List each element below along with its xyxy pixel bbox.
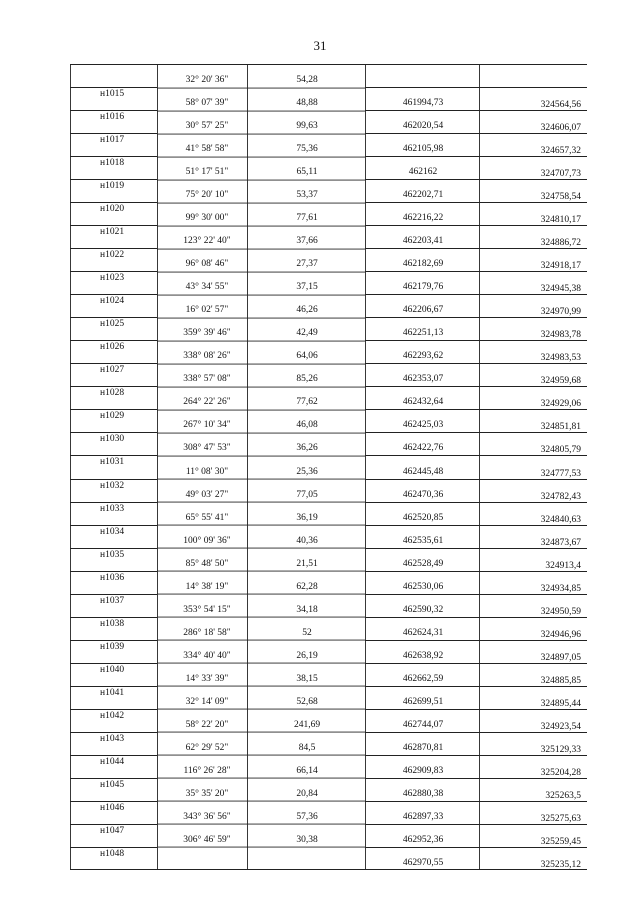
angle-value: 16° 02' 57" xyxy=(185,305,229,316)
angle-value: 99° 30' 00" xyxy=(185,213,229,224)
angle-value: 75° 20' 10" xyxy=(185,190,229,201)
angle-value: 123° 22' 40" xyxy=(183,236,231,247)
distance-value: 42,49 xyxy=(296,328,318,339)
distance-value: 37,15 xyxy=(296,282,318,293)
x-coordinate: 462425,03 xyxy=(402,420,444,431)
distance-value: 84,5 xyxy=(298,742,316,753)
point-label: н1023 xyxy=(100,273,125,284)
x-coordinate: 462699,51 xyxy=(402,696,444,707)
y-coordinate: 324707,73 xyxy=(540,169,581,180)
point-label: н1032 xyxy=(100,480,125,491)
angle-value: 14° 38' 19" xyxy=(185,581,229,592)
distance-value: 241,69 xyxy=(293,719,321,730)
x-coordinate: 462909,83 xyxy=(402,765,444,776)
point-label: н1034 xyxy=(100,526,125,537)
point-label: н1022 xyxy=(100,250,125,261)
angle-value: 96° 08' 46" xyxy=(185,259,229,270)
y-coordinate: 324918,17 xyxy=(540,261,581,272)
x-coordinate: 462530,06 xyxy=(402,581,444,592)
x-coordinate: 462590,32 xyxy=(402,604,444,615)
x-coordinate: 462880,38 xyxy=(402,788,444,799)
point-label: н1043 xyxy=(100,733,125,744)
x-coordinate: 462662,59 xyxy=(402,673,444,684)
x-coordinate: 462202,71 xyxy=(402,190,444,201)
point-label: н1039 xyxy=(100,641,125,652)
y-coordinate: 325235,12 xyxy=(540,860,581,870)
point-label: н1048 xyxy=(100,848,125,859)
y-coordinate: 324897,05 xyxy=(540,652,581,663)
point-label: н1024 xyxy=(100,296,125,307)
point-label: н1026 xyxy=(100,342,125,353)
point-label: н1036 xyxy=(100,572,125,583)
y-coordinate: 324923,54 xyxy=(540,721,581,732)
y-coordinate: 324606,07 xyxy=(540,123,581,134)
x-coordinate: 462422,76 xyxy=(402,443,444,454)
x-coordinate: 462179,76 xyxy=(402,282,444,293)
angle-value: 116° 26' 28" xyxy=(183,765,231,776)
point-label: н1046 xyxy=(100,802,125,813)
y-coordinate: 325263,5 xyxy=(545,790,581,801)
angle-value: 41° 58' 58" xyxy=(185,144,229,155)
point-label: н1020 xyxy=(100,204,125,215)
distance-value: 54,28 xyxy=(296,75,318,86)
x-coordinate: 462470,36 xyxy=(402,489,444,500)
page-number: 31 xyxy=(313,38,327,53)
distance-value: 36,26 xyxy=(296,443,318,454)
distance-value: 30,38 xyxy=(296,834,318,845)
angle-value: 100° 09' 36" xyxy=(183,535,231,546)
y-coordinate: 324777,53 xyxy=(540,468,581,479)
distance-value: 34,18 xyxy=(296,604,318,615)
x-coordinate: 462251,13 xyxy=(402,328,444,339)
distance-value: 25,36 xyxy=(296,466,318,477)
point-label: н1021 xyxy=(100,227,125,238)
point-label: н1037 xyxy=(100,595,125,606)
angle-value: 85° 48' 50" xyxy=(185,558,229,569)
point-label: н1016 xyxy=(100,112,125,123)
point-label: н1019 xyxy=(100,181,125,192)
y-coordinate: 324886,72 xyxy=(540,238,581,249)
point-label: н1047 xyxy=(100,825,125,836)
angle-value: 58° 07' 39" xyxy=(185,98,229,109)
distance-value: 53,37 xyxy=(296,190,318,201)
angle-value: 43° 34' 55" xyxy=(185,282,229,293)
distance-value: 75,36 xyxy=(296,144,318,155)
distance-value: 46,08 xyxy=(296,420,318,431)
x-coordinate: 462353,07 xyxy=(402,374,444,385)
y-coordinate: 324929,06 xyxy=(540,399,581,410)
angle-value: 306° 46' 59" xyxy=(183,834,231,845)
distance-value: 37,66 xyxy=(296,236,318,247)
x-coordinate: 462162 xyxy=(408,167,438,178)
y-coordinate: 325129,33 xyxy=(540,744,581,755)
distance-value: 26,19 xyxy=(296,650,318,661)
distance-value: 36,19 xyxy=(296,512,318,523)
angle-value: 359° 39' 46" xyxy=(183,328,231,339)
angle-value: 334° 40' 40" xyxy=(183,650,231,661)
y-coordinate: 324950,59 xyxy=(540,606,581,617)
point-label: н1029 xyxy=(100,411,125,422)
y-coordinate: 324805,79 xyxy=(540,445,581,456)
point-label: н1028 xyxy=(100,388,125,399)
y-coordinate: 324885,85 xyxy=(540,675,581,686)
y-coordinate: 324895,44 xyxy=(540,698,581,709)
x-coordinate: 462535,61 xyxy=(402,535,444,546)
x-coordinate: 462624,31 xyxy=(402,627,444,638)
angle-value: 11° 08' 30" xyxy=(185,466,229,477)
angle-value: 343° 36' 56" xyxy=(183,811,231,822)
y-coordinate: 325259,45 xyxy=(540,836,581,847)
y-coordinate: 325275,63 xyxy=(540,813,581,824)
y-coordinate: 324657,32 xyxy=(540,146,581,157)
angle-value: 338° 08' 26" xyxy=(183,351,231,362)
point-label: н1042 xyxy=(100,710,125,721)
x-coordinate: 462952,36 xyxy=(402,834,444,845)
point-label: н1045 xyxy=(100,779,125,790)
point-label: н1044 xyxy=(100,756,125,767)
distance-value: 52 xyxy=(302,627,312,638)
point-label: н1030 xyxy=(100,434,125,445)
point-label: н1015 xyxy=(100,89,125,100)
distance-value: 77,05 xyxy=(296,489,318,500)
x-coordinate: 462870,81 xyxy=(402,742,444,753)
point-label: н1035 xyxy=(100,549,125,560)
point-label: н1033 xyxy=(100,503,125,514)
y-coordinate: 324851,81 xyxy=(540,422,581,433)
point-label: н1038 xyxy=(100,618,125,629)
x-coordinate: 462897,33 xyxy=(402,811,444,822)
y-coordinate: 324934,85 xyxy=(540,583,581,594)
y-coordinate: 324946,96 xyxy=(540,629,581,640)
angle-value: 62° 29' 52" xyxy=(185,742,229,753)
distance-value: 40,36 xyxy=(296,535,318,546)
distance-value: 52,68 xyxy=(296,696,318,707)
angle-value: 65° 55' 41" xyxy=(185,512,229,523)
distance-value: 64,06 xyxy=(296,351,318,362)
x-coordinate: 462744,07 xyxy=(402,719,444,730)
point-label: н1031 xyxy=(100,457,125,468)
x-coordinate: 462105,98 xyxy=(402,144,444,155)
distance-value: 65,11 xyxy=(296,167,318,178)
distance-value: 27,37 xyxy=(296,259,318,270)
distance-value: 20,84 xyxy=(296,788,318,799)
x-coordinate: 462520,85 xyxy=(402,512,444,523)
y-coordinate: 324970,99 xyxy=(540,307,581,318)
y-coordinate: 324564,56 xyxy=(540,100,581,111)
angle-value: 308° 47' 53" xyxy=(183,443,231,454)
angle-value: 338° 57' 08" xyxy=(183,374,231,385)
x-coordinate: 462528,49 xyxy=(402,558,444,569)
distance-value: 77,62 xyxy=(296,397,318,408)
y-coordinate: 324873,67 xyxy=(540,537,581,548)
distance-value: 48,88 xyxy=(296,98,318,109)
angle-value: 35° 35' 20" xyxy=(185,788,229,799)
point-label: н1040 xyxy=(100,664,125,675)
x-coordinate: 461994,73 xyxy=(402,98,444,109)
distance-value: 66,14 xyxy=(296,765,318,776)
x-coordinate: 462206,67 xyxy=(402,305,444,316)
x-coordinate: 462638,92 xyxy=(402,650,444,661)
distance-value: 57,36 xyxy=(296,811,318,822)
angle-value: 32° 20' 36" xyxy=(185,75,229,86)
y-coordinate: 324945,38 xyxy=(540,284,581,295)
angle-value: 286° 18' 58" xyxy=(183,627,231,638)
point-label: н1027 xyxy=(100,365,125,376)
x-coordinate: 462203,41 xyxy=(402,236,444,247)
y-coordinate: 324913,4 xyxy=(545,560,581,571)
y-coordinate: 324782,43 xyxy=(540,491,581,502)
angle-value: 14° 33' 39" xyxy=(185,673,229,684)
angle-value: 264° 22' 26" xyxy=(183,397,231,408)
x-coordinate: 462020,54 xyxy=(402,121,444,132)
point-label: н1018 xyxy=(100,158,125,169)
angle-value: 32° 14' 09" xyxy=(185,696,229,707)
angle-value: 49° 03' 27" xyxy=(185,489,229,500)
y-coordinate: 324840,63 xyxy=(540,514,581,525)
x-coordinate: 462970,55 xyxy=(402,858,444,868)
distance-value: 77,61 xyxy=(296,213,318,224)
angle-value: 51° 17' 51" xyxy=(185,167,229,178)
coordinates-table xyxy=(70,64,587,870)
angle-value: 267° 10' 34" xyxy=(183,420,231,431)
x-coordinate: 462293,62 xyxy=(402,351,444,362)
point-label: н1025 xyxy=(100,319,125,330)
distance-value: 21,51 xyxy=(296,558,318,569)
angle-value: 30° 57' 25" xyxy=(185,121,229,132)
distance-value: 38,15 xyxy=(296,673,318,684)
y-coordinate: 324983,78 xyxy=(540,330,581,341)
x-coordinate: 462216,22 xyxy=(402,213,444,224)
y-coordinate: 324810,17 xyxy=(540,215,581,226)
y-coordinate: 324959,68 xyxy=(540,376,581,387)
distance-value: 62,28 xyxy=(296,581,318,592)
distance-value: 46,26 xyxy=(296,305,318,316)
point-label: н1017 xyxy=(100,135,125,146)
y-coordinate: 324983,53 xyxy=(540,353,581,364)
angle-value: 353° 54' 15" xyxy=(183,604,231,615)
x-coordinate: 462445,48 xyxy=(402,466,444,477)
distance-value: 99,63 xyxy=(296,121,318,132)
x-coordinate: 462182,69 xyxy=(402,259,444,270)
y-coordinate: 325204,28 xyxy=(540,767,581,778)
distance-value: 85,26 xyxy=(296,374,318,385)
point-label: н1041 xyxy=(100,687,125,698)
angle-value: 58° 22' 20" xyxy=(185,719,229,730)
x-coordinate: 462432,64 xyxy=(402,397,444,408)
y-coordinate: 324758,54 xyxy=(540,192,581,203)
